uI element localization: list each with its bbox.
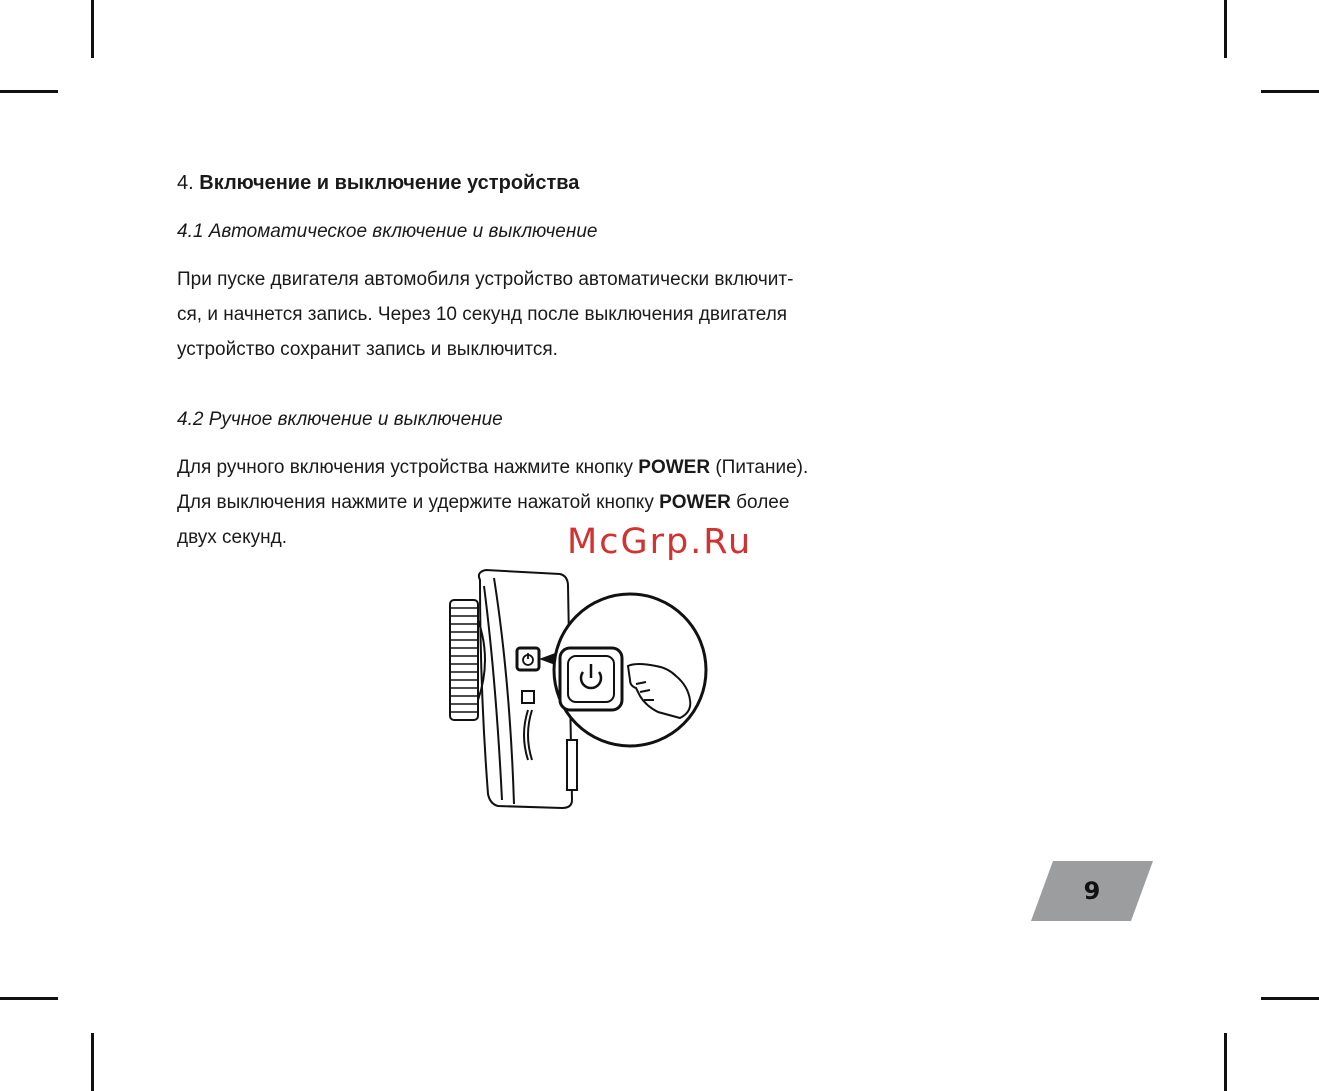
paragraph-line: устройство сохранит запись и выключится. [177,339,558,360]
text-run: Для ручного включения устройства нажмите кнопку [177,457,639,478]
subsection-1-body [177,262,977,367]
watermark: McGrp.Ru [567,522,753,562]
crop-mark-top-left-horizontal [0,90,58,93]
paragraph-line: двух секунд. [177,527,287,548]
power-keyword: POWER [659,492,731,513]
paragraph-line: ся, и начнется запись. Через 10 секунд после выключения двигателя [177,304,788,325]
power-keyword: POWER [638,457,711,478]
page-number-badge [1031,861,1153,921]
paragraph-line: При пуске двигателя автомобиля устройство автоматически включит- [177,269,794,290]
paragraph-line [177,450,977,485]
text-run: (Питание). [710,457,809,478]
section-heading [177,168,977,198]
crop-mark-top-left-vertical [91,0,94,58]
device-illustration [440,560,720,820]
subsection-2-heading: 4.2 Ручное включение и выключение [177,409,503,430]
page-number: 9 [1083,877,1101,905]
text-run: Для выключения нажмите и удержите нажатой кнопку [177,492,660,513]
page-content [177,168,977,555]
crop-mark-bottom-right-vertical [1224,1033,1227,1091]
crop-mark-bottom-right-horizontal [1261,997,1319,1000]
section-number: 4. [177,172,194,194]
paragraph-line [177,485,977,520]
crop-mark-bottom-left-vertical [91,1033,94,1091]
crop-mark-bottom-left-horizontal [0,997,58,1000]
subsection-1-heading: 4.1 Автоматическое включение и выключение [177,221,598,242]
section-title: Включение и выключение устройства [199,172,580,194]
power-icon [517,648,539,670]
power-icon [560,648,622,710]
crop-mark-top-right-horizontal [1261,90,1319,93]
crop-mark-top-right-vertical [1224,0,1227,58]
text-run: более [730,492,790,513]
